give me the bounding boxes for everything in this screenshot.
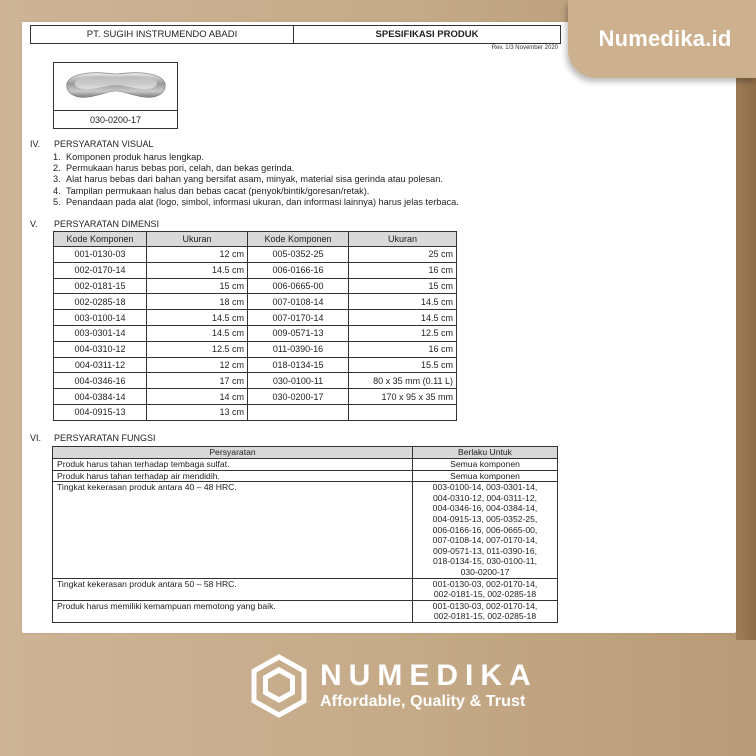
applies-to-line: 002-0181-15, 002-0285-18 [433, 611, 537, 622]
component-code-cell: 004-0310-12 [54, 341, 147, 357]
component-code-cell: 009-0571-13 [248, 325, 349, 341]
requirement-cell: Tingkat kekerasan produk antara 40 – 48 HRC. [53, 482, 413, 578]
product-card [53, 62, 178, 129]
size-cell: 12 cm [147, 357, 248, 373]
product-code: 030-0200-17 [89, 114, 142, 125]
component-code-cell: 004-0915-13 [54, 404, 147, 420]
requirement-cell: Tingkat kekerasan produk antara 50 – 58 HRC. [53, 578, 413, 600]
table-row [54, 325, 457, 341]
section-dimension-title [30, 219, 159, 229]
numedika-hexagon-icon [246, 653, 312, 719]
section-heading: PERSYARATAN VISUAL [54, 139, 154, 149]
table-row [54, 404, 457, 420]
table-row [54, 262, 457, 278]
table-row [53, 578, 558, 600]
requirement-cell: Produk harus tahan terhadap tembaga sulfat. [53, 459, 413, 471]
section-function-title [30, 433, 156, 443]
applies-to-line: 018-0134-15, 030-0100-11, [432, 556, 537, 567]
section-visual-title [30, 139, 154, 149]
size-cell: 12.5 cm [147, 341, 248, 357]
size-cell: 13 cm [147, 404, 248, 420]
table-row [54, 247, 457, 263]
size-cell: 14.5 cm [349, 294, 457, 310]
table-row [54, 389, 457, 405]
column-header: Ukuran [349, 232, 457, 247]
table-row [53, 459, 558, 471]
table-row [53, 470, 558, 482]
table-row [53, 600, 558, 622]
size-cell: 16 cm [349, 341, 457, 357]
list-item: 2. Permukaan harus bebas pori, celah, dan bekas gerinda. [53, 163, 295, 174]
size-cell: 25 cm [349, 247, 457, 263]
table-row [54, 357, 457, 373]
component-code-cell: 007-0108-14 [248, 294, 349, 310]
size-cell: 14.5 cm [147, 262, 248, 278]
component-code-cell: 002-0285-18 [54, 294, 147, 310]
table-row [53, 482, 558, 578]
kidney-dish-icon [61, 67, 171, 107]
table-row [54, 310, 457, 326]
applies-to-line: Semua komponen [450, 459, 520, 469]
section-heading: PERSYARATAN FUNGSI [54, 433, 156, 443]
list-item: 1. Komponen produk harus lengkap. [53, 152, 204, 162]
applies-to-line: Semua komponen [450, 470, 520, 481]
column-header: Kode Komponen [248, 232, 349, 247]
list-item: 4. Tampilan permukaan halus dan bebas cacat (penyok/bintik/goresan/retak). [53, 185, 370, 196]
size-cell: 14.5 cm [147, 325, 248, 341]
component-code-cell: 005-0352-25 [248, 247, 349, 263]
size-cell: 17 cm [147, 373, 248, 389]
size-cell: 12 cm [147, 247, 248, 263]
document-header [30, 25, 561, 44]
applies-to-cell [413, 600, 558, 622]
component-code-cell: 030-0200-17 [248, 389, 349, 405]
component-code-cell: 003-0100-14 [54, 310, 147, 326]
table-row [54, 294, 457, 310]
section-number: V. [30, 219, 38, 229]
size-cell: 15 cm [147, 278, 248, 294]
applies-to-line: 004-0310-12, 004-0311-12, [432, 492, 537, 503]
size-cell: 15.5 cm [349, 357, 457, 373]
applies-to-line: 006-0166-16, 006-0665-00, [432, 524, 538, 535]
component-code-cell: 004-0346-16 [54, 373, 147, 389]
component-code-cell: 018-0134-15 [248, 357, 349, 373]
dimension-table [53, 231, 457, 421]
applies-to-line: 004-0346-16, 004-0384-14, [432, 503, 538, 514]
component-code-cell: 006-0665-00 [248, 278, 349, 294]
component-code-cell: 007-0170-14 [248, 310, 349, 326]
column-header: Kode Komponen [54, 232, 147, 247]
applies-to-line: 007-0108-14, 007-0170-14, [432, 535, 538, 546]
logo-tagline: Affordable, Quality & Trust [320, 693, 526, 710]
size-cell: 18 cm [147, 294, 248, 310]
size-cell: 14.5 cm [147, 310, 248, 326]
size-cell: 14 cm [147, 389, 248, 405]
component-code-cell: 011-0390-16 [248, 341, 349, 357]
size-cell: 170 x 95 x 35 mm [349, 389, 457, 405]
applies-to-line: 030-0200-17 [460, 566, 510, 577]
component-code-cell: 006-0166-16 [248, 262, 349, 278]
component-code-cell: 004-0311-12 [54, 357, 147, 373]
size-cell: 16 cm [349, 262, 457, 278]
brand-badge-text: Numedika.id [598, 26, 732, 51]
size-cell: 14.5 cm [349, 310, 457, 326]
list-item: 5. Penandaan pada alat (logo, simbol, informasi ukuran, dan informasi lainnya) harus jelas terbaca. [53, 196, 459, 207]
requirement-cell: Produk harus tahan terhadap air mendidih. [53, 470, 413, 482]
function-table [52, 446, 558, 623]
applies-to-line: 002-0181-15, 002-0285-18 [433, 589, 537, 600]
column-header: Berlaku Untuk [413, 447, 558, 459]
applies-to-line: 009-0571-13, 011-0390-16, [432, 545, 537, 556]
requirement-cell: Produk harus memiliki kemampuan memotong yang baik. [53, 600, 413, 622]
table-row [54, 373, 457, 389]
size-cell: 80 x 35 mm (0.11 L) [349, 373, 457, 389]
brand-frame-edge [736, 70, 756, 640]
table-header-row [53, 447, 558, 459]
size-cell [349, 404, 457, 420]
kidney-dish-image [54, 63, 177, 111]
column-header: Ukuran [147, 232, 248, 247]
section-number: IV. [30, 139, 41, 149]
applies-to-line: 003-0100-14, 003-0301-14, [432, 482, 538, 493]
size-cell: 15 cm [349, 278, 457, 294]
revision-note: Rev. 1/3 November 2020 [491, 45, 558, 51]
component-code-cell: 002-0170-14 [54, 262, 147, 278]
applies-to-line: 004-0915-13, 005-0352-25, [432, 513, 538, 524]
table-row [54, 341, 457, 357]
applies-to-cell [413, 459, 558, 471]
visual-requirements-list [53, 152, 459, 208]
applies-to-cell [413, 482, 558, 578]
table-header-row [54, 232, 457, 247]
list-item: 3. Alat harus bebas dari bahan yang bersifat asam, minyak, material sisa gerinda atau polesan. [53, 174, 443, 185]
section-number: VI. [30, 433, 42, 443]
applies-to-cell [413, 470, 558, 482]
component-code-cell: 004-0384-14 [54, 389, 147, 405]
applies-to-line: 001-0130-03, 002-0170-14, [432, 578, 538, 589]
column-header: Persyaratan [53, 447, 413, 459]
applies-to-line: 001-0130-03, 002-0170-14, [432, 600, 538, 611]
section-heading: PERSYARATAN DIMENSI [54, 219, 160, 229]
size-cell: 12.5 cm [349, 325, 457, 341]
document-type: SPESIFIKASI PRODUK [375, 29, 479, 40]
component-code-cell [248, 404, 349, 420]
brand-badge [568, 0, 756, 78]
applies-to-cell [413, 578, 558, 600]
company-name: PT. SUGIH INSTRUMENDO ABADI [31, 26, 294, 43]
component-code-cell: 030-0100-11 [248, 373, 349, 389]
component-code-cell: 001-0130-03 [54, 247, 147, 263]
table-row [54, 278, 457, 294]
component-code-cell: 002-0181-15 [54, 278, 147, 294]
numedika-logo [246, 653, 538, 719]
component-code-cell: 003-0301-14 [54, 325, 147, 341]
logo-name: NUMEDIKA [320, 659, 538, 692]
